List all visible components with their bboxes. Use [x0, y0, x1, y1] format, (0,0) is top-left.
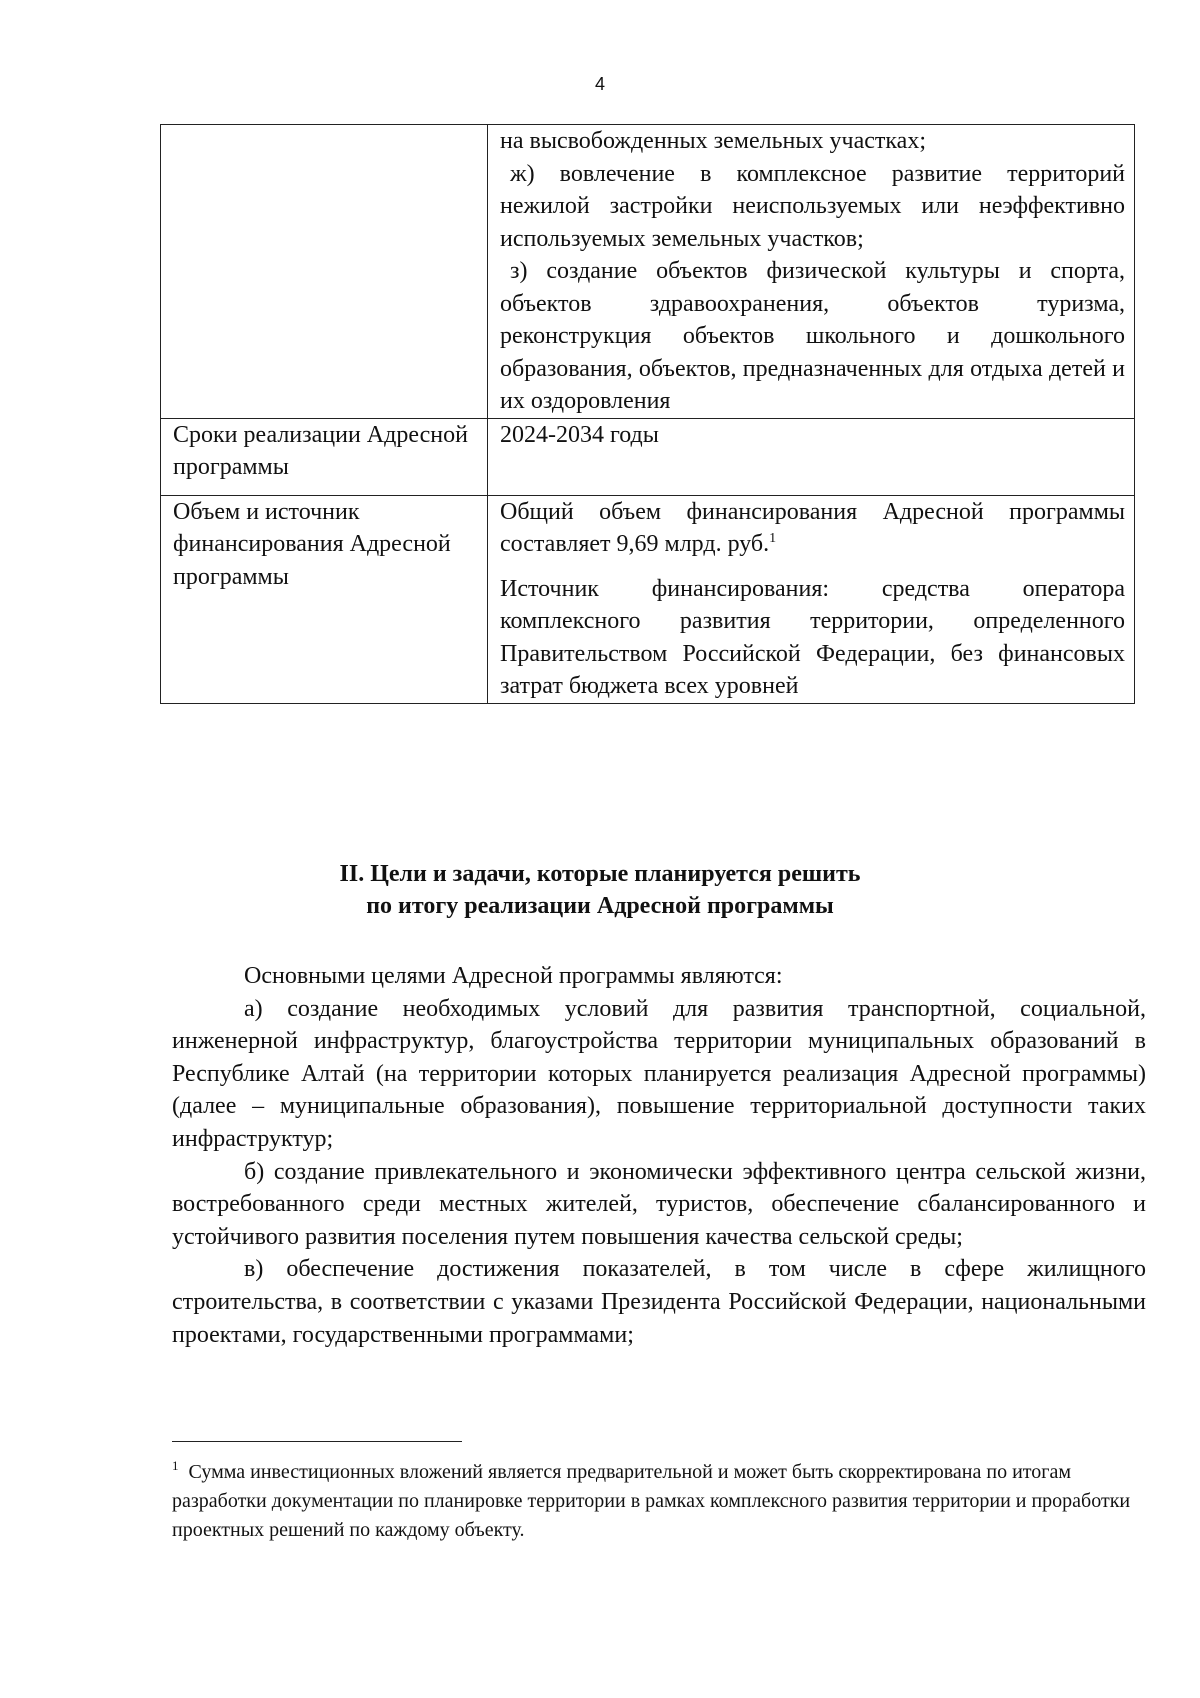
table-cell-value [488, 418, 1135, 495]
body-paragraph: Основными целями Адресной программы являются: [244, 963, 783, 989]
footnote [172, 1458, 1132, 1545]
table-row [161, 495, 1135, 703]
table-paragraph: Источник финансирования: средства оператора комплексного развития территории, определенного Правительством Российской Федерации, без финансовых затрат бюджета всех уровней [500, 575, 1125, 699]
footnote-marker: 1 [172, 1458, 179, 1473]
footnote-reference: 1 [769, 531, 777, 546]
table-cell-label [161, 125, 488, 419]
body-paragraph: б) создание привлекательного и экономически эффективного центра сельской жизни, востребованного среди местных жителей, туристов, обеспечение сбалансированного и устойчивого развития поселения путем повышения качества сельской среды; [172, 1158, 1146, 1250]
page-number: 4 [594, 74, 605, 94]
footnote-text: Сумма инвестиционных вложений является предварительной и может быть скорректирована по итогам разработки документации по планировке территории в рамках комплексного развития территории и проработки проектных решений по каждому объекту. [172, 1461, 1131, 1541]
table-cell-value [488, 125, 1135, 419]
body-paragraph: в) обеспечение достижения показателей, в том числе в сфере жилищного строительства, в соответствии с указами Президента Российской Федерации, национальными проектами, государственными программами; [172, 1256, 1146, 1348]
table-cell-label: Объем и источник финансирования Адресной программы [161, 495, 488, 703]
table-paragraph: 2024-2034 годы [500, 421, 659, 448]
section-heading-line: II. Цели и задачи, которые планируется решить [339, 861, 861, 887]
table-paragraph: на высвобожденных земельных участках; [500, 128, 926, 154]
program-passport-table [160, 124, 1135, 704]
section-heading [0, 858, 1200, 922]
table-cell-value [488, 495, 1135, 703]
table-paragraph [500, 496, 1125, 561]
table-paragraph: ж) вовлечение в комплексное развитие территорий нежилой застройки неиспользуемых или неэффективно используемых земельных участков; [500, 160, 1125, 252]
body-paragraph: а) создание необходимых условий для развития транспортной, социальной, инженерной инфраструктур, благоустройства территории муниципальных образований в Республике Алтай (на территории которых планируется реализация Адресной программы) (далее – муниципальные образования), повышение территориальной доступности таких инфраструктур; [172, 995, 1146, 1152]
funding-total-text: Общий объем финансирования Адресной программы составляет 9,69 млрд. руб. [500, 498, 1125, 557]
table-paragraph: з) создание объектов физической культуры и спорта, объектов здравоохранения, объектов туризма, реконструкция объектов школьного и дошкольного образования, объектов, предназначенных для отдыха детей и их оздоровления [500, 258, 1125, 414]
section-body [172, 960, 1146, 1351]
table-cell-label: Сроки реализации Адресной программы [161, 418, 488, 495]
section-heading-line: по итогу реализации Адресной программы [366, 893, 834, 919]
table-row [161, 418, 1135, 495]
footnote-separator [172, 1441, 462, 1442]
table-row [161, 125, 1135, 419]
